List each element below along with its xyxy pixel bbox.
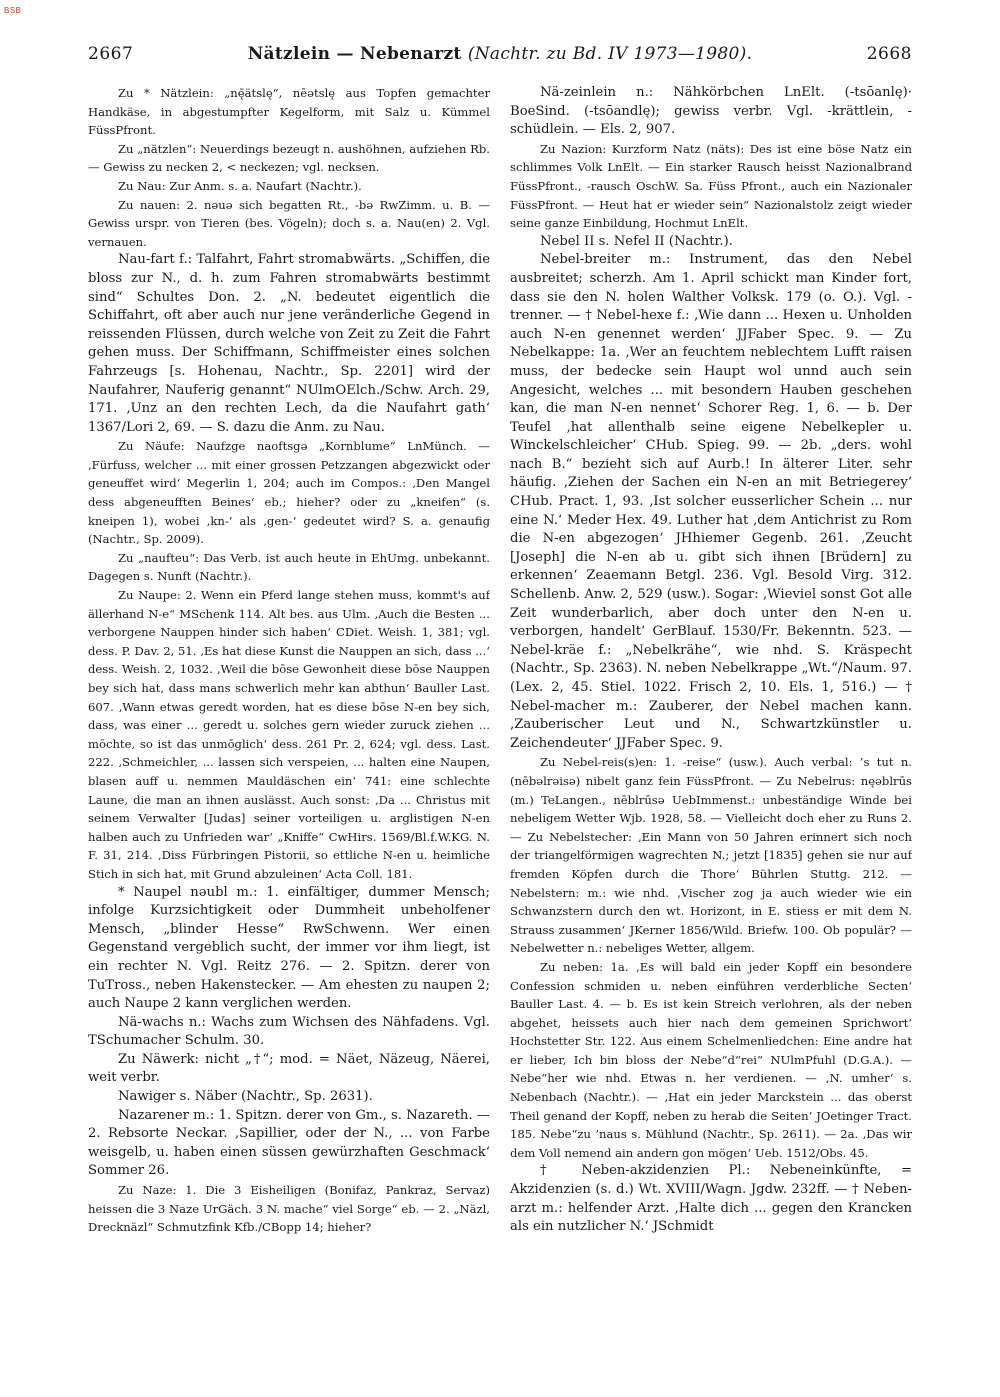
page-number-right: 2668 bbox=[866, 44, 912, 64]
dictionary-entry: Nä-wachs n.: Wachs zum Wichsen des Nähfadens. Vgl. TSchumacher Schulm. 30. bbox=[88, 1014, 490, 1049]
dictionary-entry: Zu Naupe: 2. Wenn ein Pferd lange stehen muss, kommt's auf ällerhand N-e“ MSchenk 114. Alt bes. aus Ulm. ‚Auch die Besten ... verborgene Nauppen hinder sich haben‘ CDiet. Weish. 1, 381; vgl. dess. P. Dav. 2, 51. ‚Es hat diese Kunst die Nauppen an sich, dass ...‘ dess. Weish. 2, 1032. ‚Weil die bōse Gewonheit diese bōse Nauppen bey sich hat, dass mans schwerlich mehr kan abthun‘ Bauller Last. 607. ‚Wann etwas geredt worden, hat es diese bōse N-en bey sich, dass, was einer ... geredt u. solches gern wieder zuruck ziehen ... mōchte, so ist das unmōglich‘ dess. 261 Pr. 2, 624; vgl. dess. Last. 222. ‚Schmeichler, ... lassen sich verspeien, ... halten eine Naupen, blasen auff u. nemmen Mauldäschen ein‘ 741: eine schlechte Laune, die man an ihnen auslässt. Auch sonst: ‚Da ... Christus mit seinem Verwalter [Judas] seiner vorteiligen u. arglistigen N-en halben auch zu Unfrieden war‘ „Kniffe“ CwHirs. 1569/Bl.f.W.KG. N. F. 31, 214. ‚Diss Fürbringen Pistorii, so ettliche N-en u. heimliche Stich in sich hat, mit Grund abzuleinen‘ Acta Coll. 181. bbox=[88, 588, 490, 881]
dictionary-entry: Zu neben: 1a. ‚Es will bald ein jeder Kopff ein besondere Confession schmiden u. neben einführen verderbliche Secten‘ Bauller Last. 4. — b. Es ist kein Streich verlohren, als der neben abgehet, heissets auch hier nach dem gemeinen Sprichwort‘ Hochstetter Str. 122. Aus einem Schelmenliedchen: Eine andre hat er lieber, Ich bin bloss der Nebe“d“rei“ NUlmPfuhl (D.G.A.). — Nebe“her wie nhd. Etwas n. her verdienen. — ‚N. umher‘ s. Nebenbach (Nachtr.). — ‚Hat ein jeder Marckstein ... das oberst Theil genand der Kopff, neben zu herab die Seiten‘ JOetinger Tract. 185. Nebe“zu ’naus s. Mühlund (Nachtr., Sp. 2611). — 2a. ‚Das wir dem Voll nemend ain andern gon mögen‘ Ueb. 1512/Obs. 45. bbox=[510, 959, 912, 1160]
library-stamp: BSB bbox=[4, 6, 22, 15]
dictionary-entry: Zu Näufe: Naufzge naoftsgə „Kornblume“ LnMünch. — ‚Fürfuss, welcher ... mit einer grossen Petzzangen abgezwickt oder geneuffet wird‘ Megerlin 1, 204; auch im Compos.: ‚Den Mangel dess abgeneufften Beines‘ eb.; hieher? oder zu „kneifen“ (s. kneipen 1), wobei ‚kn-‘ als ‚gen-‘ gedeutet wird? S. a. genaufig (Nachtr., Sp. 2009). bbox=[88, 439, 490, 547]
dictionary-entry: Zu Nazion: Kurzform Natz (näts): Des ist eine böse Natz ein schlimmes Volk LnElt. — Ein starker Rausch heisst Nazionalbrand FüssPfront., -rausch OschW. Sa. Füss Pfront., auch ein Nazionaler FüssPfront. — Heut hat er wieder sein“ Nazionalstolz zeigt wieder seine ganze Einbildung, Hochmut LnElt. bbox=[510, 141, 912, 231]
dictionary-entry: Nebel-breiter m.: Instrument, das den Nebel ausbreitet; scherzh. Am 1. April schickt man Kinder fort, dass sie den N. holen Walther Volksk. 179 (o. O.). Vgl. -trenner. — † Nebel-hexe f.: ‚Wie dann ... Hexen u. Unholden auch N-en genennet werden‘ JJFaber Spec. 9. — Zu Nebelkappe: 1a. ‚Wer an feuchtem neblechtem Lufft raisen muss, der bedecke sein Haupt wol unnd auch sein Angesicht, welches ... mit besondern Hauben geschehen kan, die man N-en nennet‘ Schorer Reg. 1, 6. — b. Der Teufel ‚hat allenthalb seine eigene Nebelkepler u. Winckelschleicher‘ CHub. Spieg. 99. — 2b. „ders. wohl nach B.“ bezieht sich auf Aurb.! In älterer Liter. sehr häufig. ‚Ziehen der Sachen ein N-en an mit Betriegerey‘ CHub. Pract. 1, 93. ‚Ist solcher eusserlicher Schein ... nur eine N.‘ Meder Hex. 49. Luther hat ‚dem Antichrist zu Rom die N-en abgezogen‘ JHhiemer Gegenb. 261. ‚Zeucht [Joseph] die N-en ab u. gibt sich ihnen [Brüdern] zu erkennen‘ Zeaemann Betgl. 236. Vgl. Besold Virg. 312. Schellenb. Anw. 2, 529 (usw.). Sogar: ‚Wieviel sonst Got alle Zeit wunderbarlich, aber doch unter den N-en u. verborgen, handelt‘ GerBlauf. 1530/Fr. Bekenntn. 523. — Nebel-kräe f.: „Nebelkrähe“, wie nhd. S. Kräspecht (Nachtr., Sp. 2363). N. neben Nebelkrappe „Wt.“/Naum. 97. (Lex. 2, 45. Stiel. 1022. Frisch 2, 10. Els. 1, 516.) — † Nebel-macher m.: Zauberer, der Nebel machen kann. ‚Zauberischer Leut und N., Schwartzkünstler u. Zeichendeuter‘ JJFaber Spec. 9. bbox=[510, 252, 912, 751]
dictionary-entry: Zu nauen: 2. nəuə sich begatten Rt., -bə RwZimm. u. B. — Gewiss urspr. von Tieren (bes. Vögeln); doch s. a. Nau(en) 2. Vgl. vernauen. bbox=[88, 197, 490, 249]
dictionary-entry: Zu Naze: 1. Die 3 Eisheiligen (Bonifaz, Pankraz, Servaz) heissen die 3 Naze UrGäch. 3 N. mache“ viel Sorge“ eb. — 2. „Näzl, Drecknäzl“ Schmutzfink Kfb./CBopp 14; hieher? bbox=[88, 1183, 490, 1235]
running-title bbox=[88, 44, 912, 64]
dictionary-entry: Nau-fart f.: Talfahrt, Fahrt stromabwärts. „Schiffen, die bloss zur N., d. h. zum Fahren stromabwärts bestimmt sind“ Schultes Don. 2. „N. bedeutet eigentlich die Schiffahrt, oft aber auch nur jene veränderliche Gegend in reissenden Flüssen, durch welche von Zeit zu Zeit die Fahrt gehen muss. Der Schiffmann, Schiffmeister eines solchen Fahrzeugs [s. Hohenau, Nachtr., Sp. 2201] wird der Naufahrer, Nauferig genannt“ NUlmOElch./Schw. Arch. 29, 171. ‚Unz an den rechten Lech, da die Naufahrt gath‘ 1367/Lori 2, 69. — S. dazu die Anm. zu Nau. bbox=[88, 252, 490, 435]
right-column bbox=[510, 84, 912, 1374]
dictionary-entry: Zu Nau: Zur Anm. s. a. Naufart (Nachtr.). bbox=[118, 178, 362, 193]
dictionary-entry: Zu „naufteu“: Das Verb. ist auch heute in EhUmg. unbekannt. Dagegen s. Nunft (Nachtr.). bbox=[88, 550, 490, 584]
page-number-left: 2667 bbox=[88, 44, 134, 64]
dictionary-entry: † Neben-akzidenzien Pl.: Nebeneinkünfte, = Akzidenzien (s. d.) Wt. XVIII/Wagn. Jgdw. 232ff. — † Neben-arzt m.: helfender Arzt. ‚Halte dich ... gegen den Krancken als ein nutzlicher N.‘ JSchmidt bbox=[510, 1163, 912, 1235]
left-column bbox=[88, 84, 490, 1374]
running-title-main: Nätzlein — Nebenarzt bbox=[247, 44, 462, 64]
dictionary-entry: Zu Näwerk: nicht „†“; mod. = Näet, Näzeug, Näerei, weit verbr. bbox=[88, 1051, 490, 1086]
dictionary-entry: Nawiger s. Näber (Nachtr., Sp. 2631). bbox=[118, 1089, 373, 1105]
dictionary-entry: Nä-zeinlein n.: Nähkörbchen LnElt. (-tsōanlę)· BoeSind. (-tsōandlę); gewiss verbr. Vgl. -krättlein, -schüdlein. — Els. 2, 907. bbox=[510, 85, 912, 138]
dictionary-entry: Zu „nätzlen“: Neuerdings bezeugt n. aushöhnen, aufziehen Rb. — Gewiss zu necken 2, < neckezen; vgl. necksen. bbox=[88, 141, 490, 175]
dictionary-entry: * Naupel nəubl m.: 1. einfältiger, dummer Mensch; infolge Kurzsichtigkeit oder Dummheit unbeholfener Mensch, „blinder Hesse“ RwSchwenn. Wer einen Gegenstand vergeblich sucht, der immer vor ihm liegt, ist ein rechter N. Vgl. Reitz 276. — 2. Spitzn. derer von TuTross., neben Hakenstecker. — Am ehesten zu naupen 2; auch Naupe 2 kann verglichen werden. bbox=[88, 884, 490, 1012]
dictionary-entry: Nazarener m.: 1. Spitzn. derer von Gm., s. Nazareth. — 2. Rebsorte Neckar. ‚Sapillier, oder der N., ... von Farbe weisgelb, u. haben einen süssen gewürzhaften Geschmack‘ Sommer 26. bbox=[88, 1107, 490, 1179]
running-title-suffix: (Nachtr. zu Bd. IV 1973—1980). bbox=[467, 44, 753, 64]
dictionary-entry: Zu * Nätzlein: „nę̄ätslę“, nēətslę aus Topfen gemachter Handkäse, in abgestumpfter Kegelform, mit Salz u. Kümmel FüssPfront. bbox=[88, 86, 490, 138]
dictionary-entry: Nebel II s. Nefel II (Nachtr.). bbox=[540, 233, 733, 249]
page-header bbox=[88, 44, 912, 72]
dictionary-entry: Zu Nebel-reis(s)en: 1. -reise“ (usw.). Auch verbal: ’s tut n. (nēbəlrəisə) nibelt ganz fein FüssPfront. — Zu Nebelrus: nęəblrūs (m.) TeLangen., nēblrūsə UebImmenst.: unbeständige Winde bei nebeligem Wetter Wjb. 1928, 58. — Vielleicht doch eher zu Runs 2. — Zu Nebelstecher: ‚Ein Mann von 50 Jahren erinnert sich noch der triangelförmigen wagrechten N.; jetzt [1835] gehen sie nur auf fremden Köpfen durch die Thore‘ Bührlen Stuttg. 212. — Nebelstern: m.: wie nhd. ‚Vischer zog ja auch wieder wie ein Schwanzstern durch den wt. Horizont, in E. stiess er mit dem N. Strauss zusammen‘ JKerner 1856/Wild. Briefw. 100. Ob populär? — Nebelwetter n.: nebeliges Wetter, allgem. bbox=[510, 755, 912, 956]
